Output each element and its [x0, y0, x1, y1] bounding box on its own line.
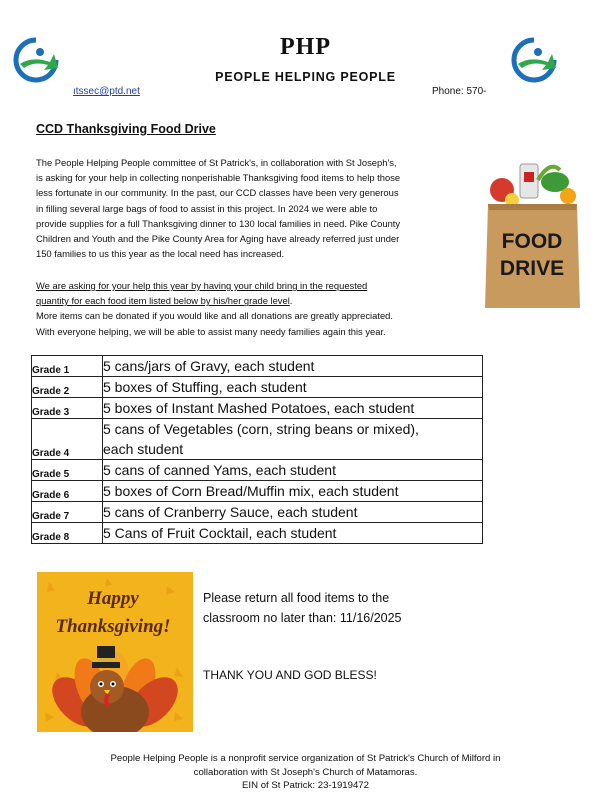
footer-line: EIN of St Patrick: 23-1919472	[242, 780, 369, 791]
grade-label: Grade 1	[32, 356, 103, 377]
drive-label: DRIVE	[499, 257, 565, 280]
request-line-2: quantity for each food item listed below by his/her grade level	[36, 295, 290, 307]
table-row	[32, 523, 483, 544]
thank-you-text: THANK YOU AND GOD BLESS!	[203, 668, 377, 682]
grade-item: 5 Cans of Fruit Cocktail, each student	[103, 523, 483, 544]
email-link[interactable]: ıtssec@ptd.net	[73, 86, 140, 97]
table-row	[32, 377, 483, 398]
request-line-3: More items can be donated if you would like and all donations are greatly appreciated.	[36, 310, 393, 322]
request-line-1: We are asking for your help this year by having your child bring in the requested	[36, 280, 368, 291]
table-row	[32, 460, 483, 481]
card-thanksgiving-text: Thanksgiving!	[55, 616, 171, 637]
page-title: CCD Thanksgiving Food Drive	[36, 122, 216, 136]
grade-item-line: each student	[103, 441, 184, 457]
request-paragraph	[36, 278, 476, 339]
grade-item: 5 cans of canned Yams, each student	[103, 460, 483, 481]
org-abbreviation: PHP	[280, 34, 331, 60]
intro-paragraph	[36, 155, 462, 261]
grade-items-table	[31, 355, 483, 544]
grade-item: 5 cans/jars of Gravy, each student	[103, 356, 483, 377]
footer	[0, 752, 611, 793]
grade-label: Grade 8	[32, 523, 103, 544]
grade-label: Grade 5	[32, 460, 103, 481]
return-line: classroom no later than: 11/16/2025	[203, 611, 402, 625]
phone-number: Phone: 570-	[432, 86, 487, 97]
grade-item: 5 boxes of Stuffing, each student	[103, 377, 483, 398]
card-happy-text: Happy	[87, 588, 139, 609]
return-line: Please return all food items to the	[203, 591, 390, 605]
food-drive-bag-icon	[480, 160, 585, 310]
request-period: .	[289, 295, 293, 307]
grade-item: 5 boxes of Instant Mashed Potatoes, each student	[103, 398, 483, 419]
return-instructions	[203, 588, 463, 628]
request-line-4: With everyone helping, we will be able to assist many needy families again this year.	[36, 325, 386, 337]
grade-item: 5 boxes of Corn Bread/Muffin mix, each student	[103, 481, 483, 502]
grade-label: Grade 3	[32, 398, 103, 419]
intro-line: 150 families to us this year as the local need has increased.	[36, 248, 285, 260]
footer-line: People Helping People is a nonprofit service organization of St Patrick's Church of Milford in	[110, 753, 501, 764]
intro-line: is asking for your help in collecting nonperishable Thanksgiving food items to help those	[36, 172, 401, 184]
grade-label: Grade 2	[32, 377, 103, 398]
table-row	[32, 481, 483, 502]
grade-label: Grade 4	[32, 419, 103, 460]
intro-line: Children and Youth and the Pike County Area for Aging have already referred just under	[36, 233, 400, 245]
happy-thanksgiving-card-icon	[37, 572, 193, 732]
intro-line: less fortunate in our community. In the past, our CCD classes have been very generous	[36, 187, 399, 199]
table-row	[32, 398, 483, 419]
footer-line: collaboration with St Joseph's Church of Matamoras.	[193, 766, 418, 778]
table-row	[32, 419, 483, 460]
intro-line: The People Helping People committee of St Patrick's, in collaboration with St Joseph's,	[36, 157, 397, 168]
table-row	[32, 502, 483, 523]
table-row	[32, 356, 483, 377]
grade-label: Grade 6	[32, 481, 103, 502]
grade-item	[103, 419, 483, 460]
org-name: PEOPLE HELPING PEOPLE	[215, 70, 396, 84]
intro-line: provide supplies for a full Thanksgiving dinner to 130 local families in need. Pike County	[36, 217, 401, 229]
food-label: FOOD	[501, 230, 563, 253]
grade-label: Grade 7	[32, 502, 103, 523]
intro-line: in filling several large bags of food to assist in this project. In 2024 we were able to	[36, 202, 378, 214]
grade-item-line: 5 cans of Vegetables (corn, string beans or mixed),	[103, 421, 419, 437]
grade-item: 5 cans of Cranberry Sauce, each student	[103, 502, 483, 523]
